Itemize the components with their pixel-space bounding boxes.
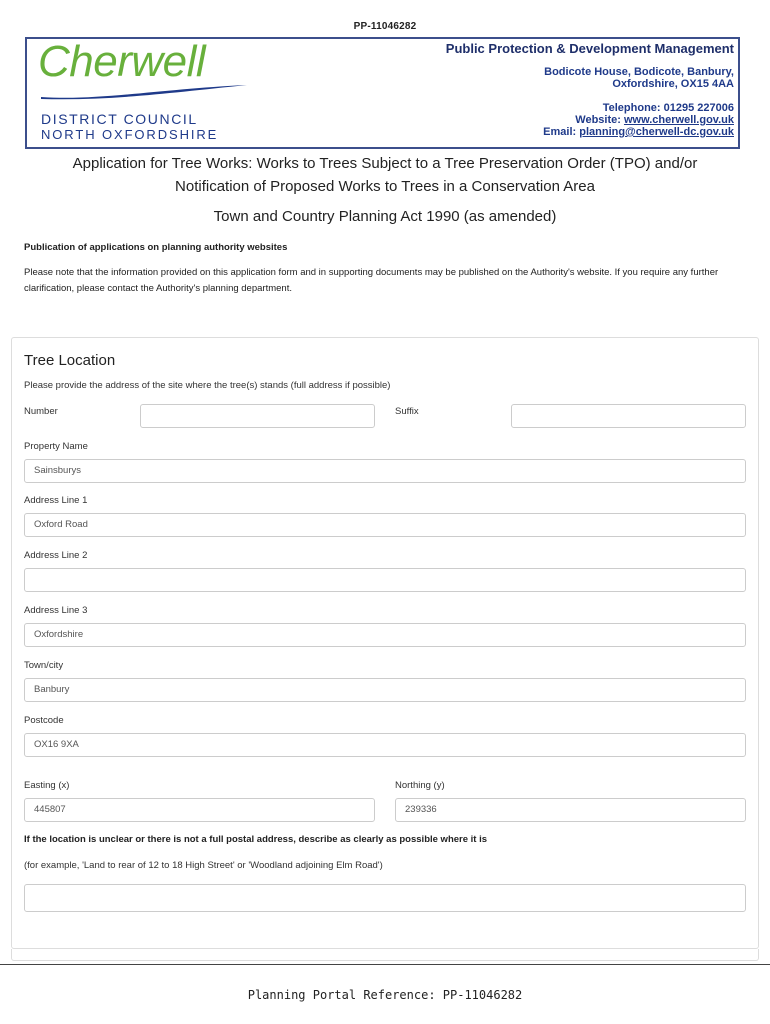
address2-input[interactable]: [24, 568, 746, 592]
address1-input[interactable]: Oxford Road: [24, 513, 746, 537]
property-name-label: Property Name: [24, 441, 88, 452]
document-title-line1: Application for Tree Works: Works to Trees Subject to a Tree Preservation Order (TPO) and/or: [72, 155, 698, 172]
easting-input[interactable]: 445807: [24, 798, 375, 822]
document-title: [0, 152, 770, 198]
number-input[interactable]: [140, 404, 375, 428]
section-title: Tree Location: [24, 352, 116, 369]
publication-text: Please note that the information provided on this application form and in supporting documents may be published on the Authority's website. If you require any further clarification, please contact the Authority's planning department.: [24, 267, 719, 294]
council-name-line1: DISTRICT COUNCIL: [41, 111, 198, 127]
logo-swoosh-icon: [39, 83, 249, 101]
address1-label: Address Line 1: [24, 495, 88, 506]
letterhead: [25, 37, 740, 149]
postcode-input[interactable]: OX16 9XA: [24, 733, 746, 757]
publication-heading: Publication of applications on planning authority websites: [24, 242, 288, 253]
number-label: Number: [24, 406, 58, 417]
town-label: Town/city: [24, 660, 64, 671]
town-input[interactable]: Banbury: [24, 678, 746, 702]
department-title: Public Protection & Development Management: [445, 41, 734, 56]
council-logo: Cherwell: [38, 37, 206, 86]
address3-label: Address Line 3: [24, 605, 88, 616]
address-line2: Oxfordshire, OX15 4AA: [612, 78, 734, 90]
website-link[interactable]: www.cherwell.gov.uk: [623, 114, 734, 126]
address3-input[interactable]: Oxfordshire: [24, 623, 746, 647]
next-panel-edge: [11, 949, 759, 961]
northing-label: Northing (y): [395, 780, 445, 791]
postcode-label: Postcode: [24, 715, 64, 726]
unclear-location-question: If the location is unclear or there is not a full postal address, describe as clearly as possible where it is: [24, 834, 488, 845]
email-link[interactable]: planning@cherwell-dc.gov.uk: [579, 126, 734, 138]
document-subtitle: Town and Country Planning Act 1990 (as amended): [213, 208, 557, 225]
address-line1: Bodicote House, Bodicote, Banbury,: [544, 66, 734, 78]
document-title-line2: Notification of Proposed Works to Trees in a Conservation Area: [175, 178, 595, 195]
footer-reference: Planning Portal Reference: PP-11046282: [247, 988, 523, 1002]
easting-label: Easting (x): [24, 780, 70, 791]
unclear-location-hint: (for example, 'Land to rear of 12 to 18 High Street' or 'Woodland adjoining Elm Road'): [24, 860, 383, 871]
council-name-line2: NORTH OXFORDSHIRE: [41, 127, 219, 142]
location-instruction: Please provide the address of the site where the tree(s) stands (full address if possible): [24, 380, 391, 391]
northing-input[interactable]: 239336: [395, 798, 746, 822]
telephone: Telephone: 01295 227006: [602, 102, 734, 114]
address2-label: Address Line 2: [24, 550, 88, 561]
reference-number: PP-11046282: [353, 21, 417, 32]
website-label: Website:: [575, 114, 624, 126]
email: [543, 126, 734, 138]
footer-divider: [0, 964, 770, 965]
suffix-label: Suffix: [395, 406, 419, 417]
email-label: Email:: [543, 126, 580, 138]
property-name-input[interactable]: Sainsburys: [24, 459, 746, 483]
website: [575, 114, 734, 126]
location-description-textarea[interactable]: [24, 884, 746, 912]
suffix-input[interactable]: [511, 404, 746, 428]
